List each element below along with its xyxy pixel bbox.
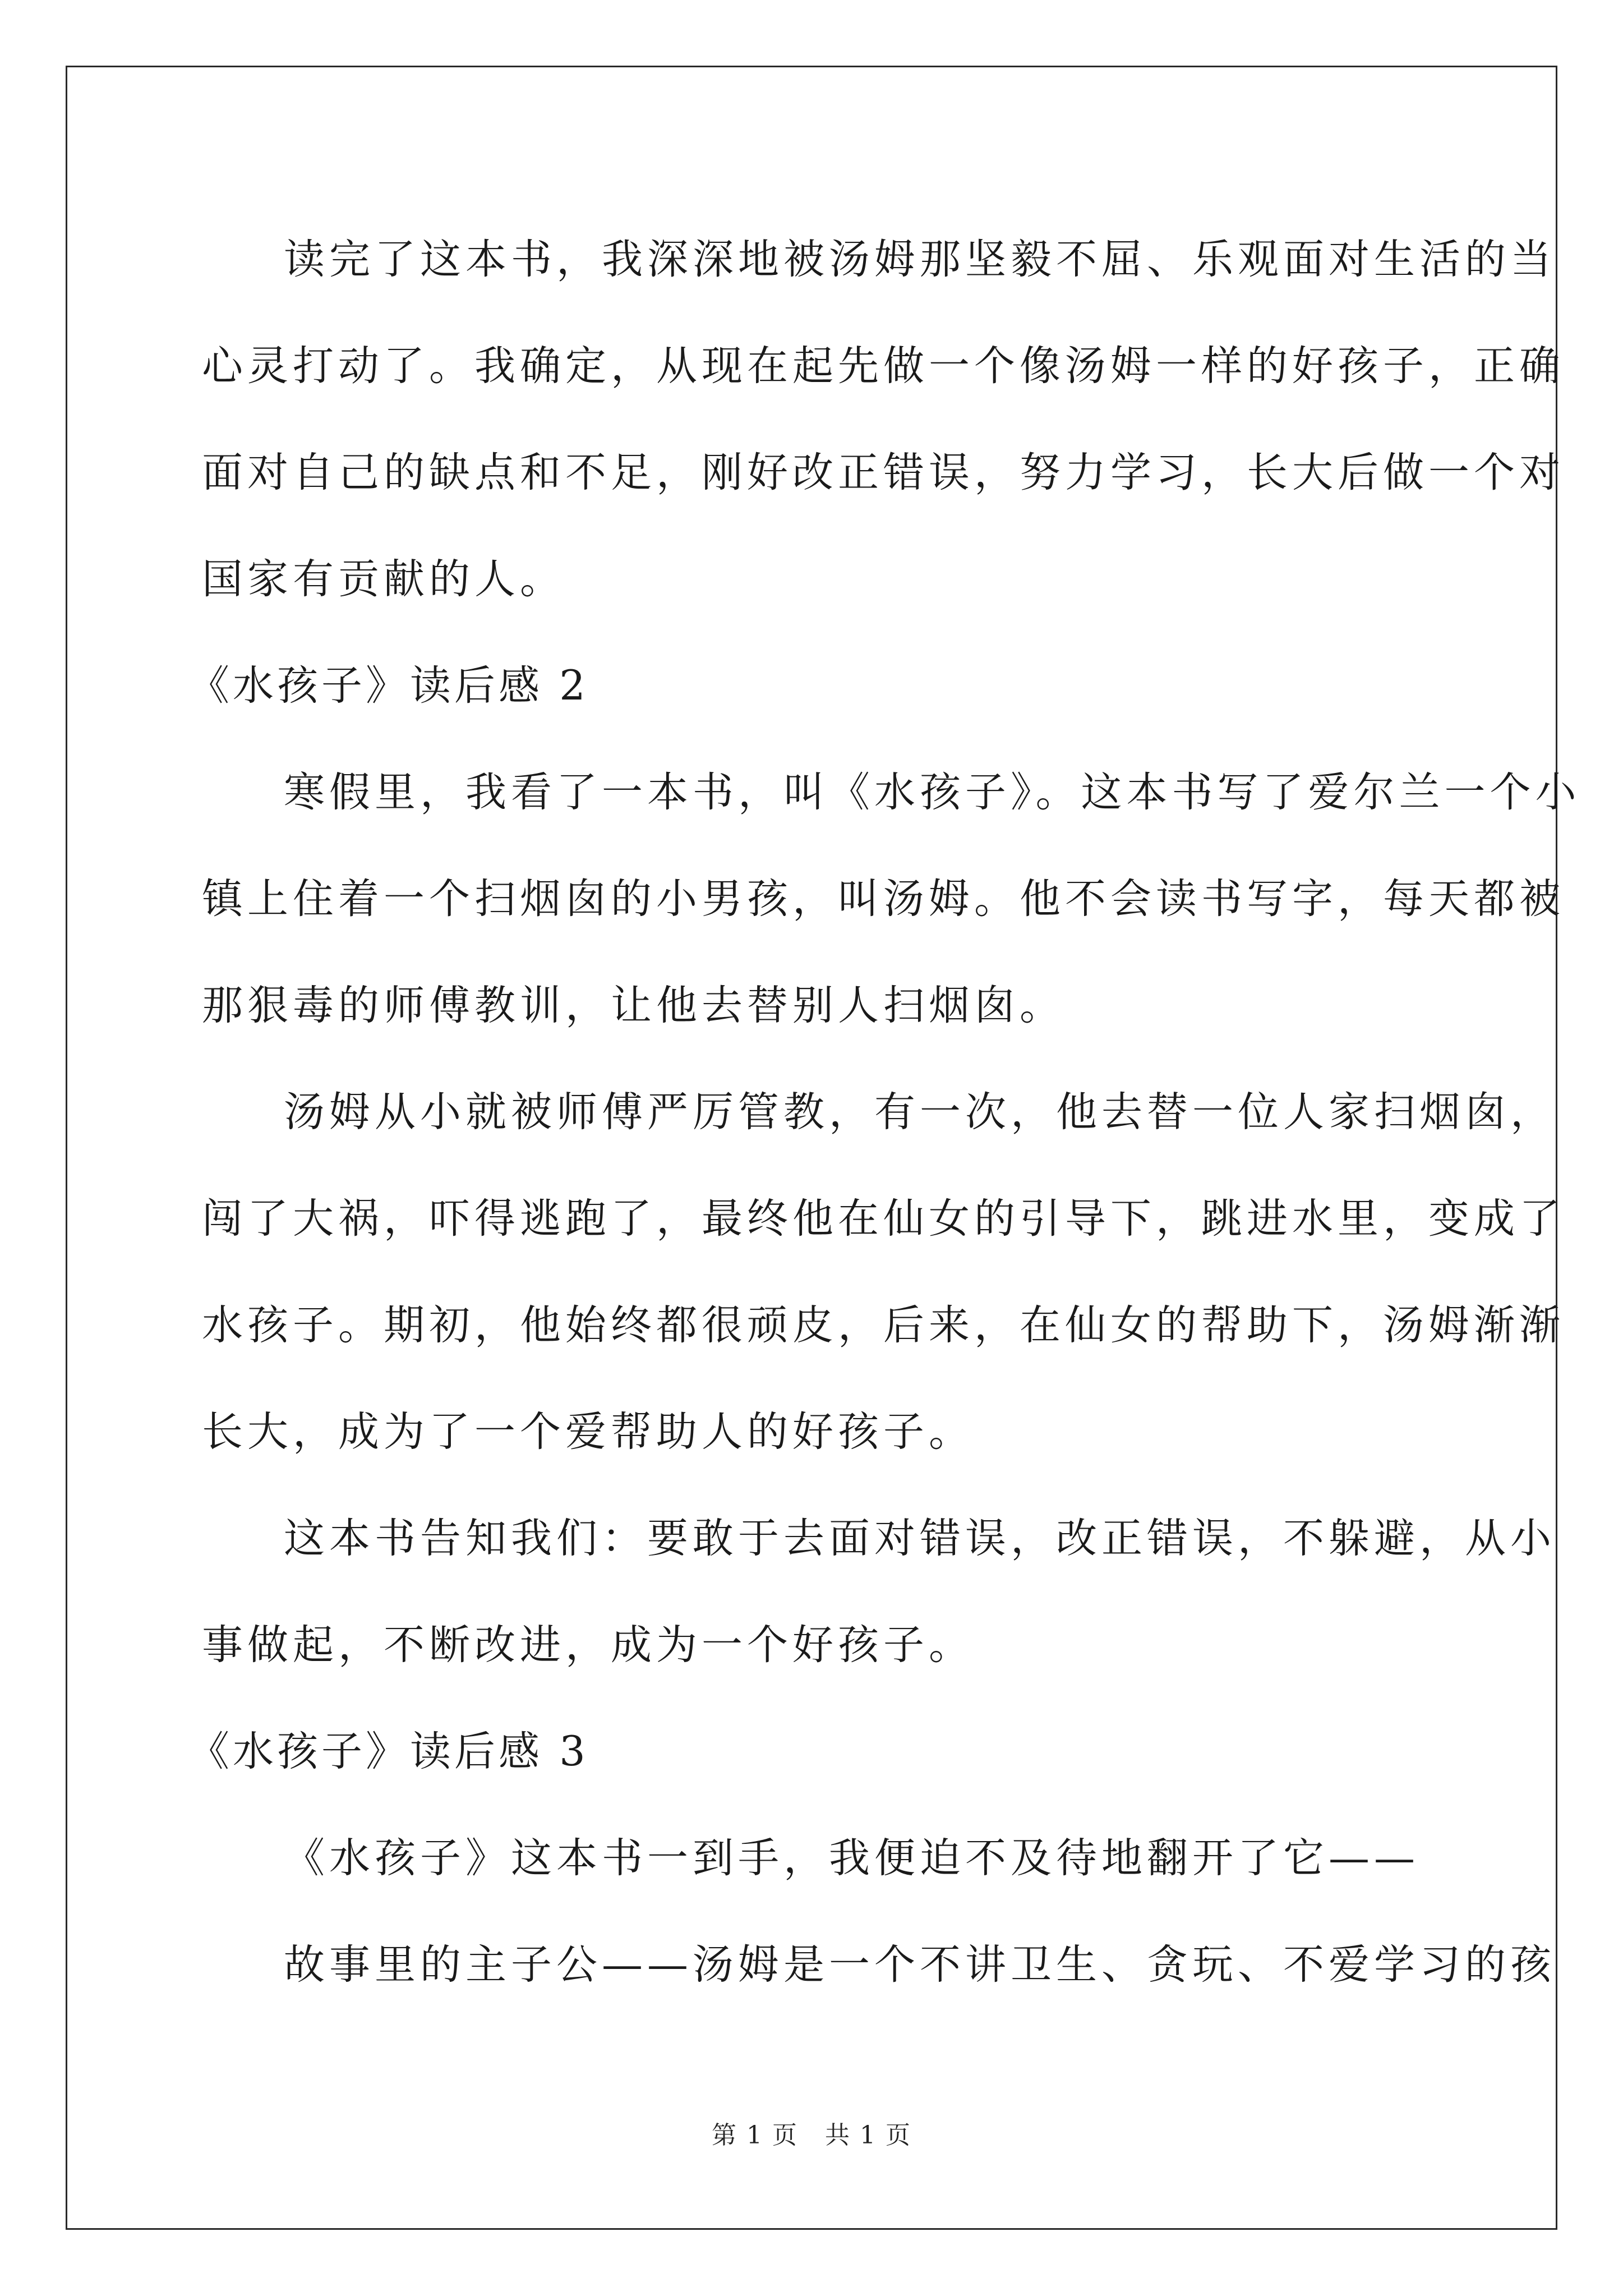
section-heading-3: 《水孩子》读后感 3: [188, 1728, 589, 1775]
paragraph-line: 读完了这本书，我深深地被汤姆那坚毅不屈、乐观面对生活的当: [284, 236, 1556, 283]
paragraph-line: 面对自己的缺点和不足，刚好改正错误，努力学习，长大后做一个对: [202, 449, 1565, 496]
paragraph-line: 国家有贡献的人。: [202, 555, 565, 603]
document-body: [188, 206, 1581, 2018]
paragraph-3: [202, 1059, 1565, 1485]
paragraph-line: 心灵打动了。我确定，从现在起先做一个像汤姆一样的好孩子，正确: [202, 342, 1565, 390]
paragraph-2: [202, 739, 1581, 1059]
paragraph-4: [202, 1485, 1556, 1699]
paragraph-line: 那狠毒的师傅教训，让他去替别人扫烟囱。: [202, 982, 1065, 1029]
paragraph-line: 寒假里，我看了一本书，叫《水孩子》。这本书写了爱尔兰一个小: [284, 769, 1581, 816]
paragraph-line: 闯了大祸，吓得逃跑了，最终他在仙女的引导下，跳进水里，变成了: [202, 1195, 1565, 1243]
paragraph-line: 这本书告知我们：要敢于去面对错误，改正错误，不躲避，从小: [284, 1515, 1556, 1562]
paragraph-5: [202, 1805, 1430, 1912]
paragraph-line: 镇上住着一个扫烟囱的小男孩，叫汤姆。他不会读书写字，每天都被: [202, 875, 1565, 923]
paragraph-line: 《水孩子》这本书一到手，我便迫不及待地翻开了它——: [284, 1834, 1419, 1882]
paragraph-1: [202, 206, 1565, 633]
paragraph-line: 事做起，不断改进，成为一个好孩子。: [202, 1621, 974, 1669]
page-footer: [0, 2115, 1623, 2151]
page-number-total: 共 1 页: [825, 2121, 911, 2150]
paragraph-line: 汤姆从小就被师傅严厉管教，有一次，他去替一位人家扫烟囱，: [284, 1088, 1556, 1136]
paragraph-line: 长大，成为了一个爱帮助人的好孩子。: [202, 1408, 974, 1456]
section-heading-2: 《水孩子》读后感 2: [188, 662, 589, 710]
page-number-current: 第 1 页: [712, 2121, 798, 2150]
paragraph-6: [202, 1912, 1556, 2018]
paragraph-line: 故事里的主子公——汤姆是一个不讲卫生、贪玩、不爱学习的孩: [284, 1941, 1556, 1989]
paragraph-line: 水孩子。期初，他始终都很顽皮，后来，在仙女的帮助下，汤姆渐渐: [202, 1301, 1565, 1349]
